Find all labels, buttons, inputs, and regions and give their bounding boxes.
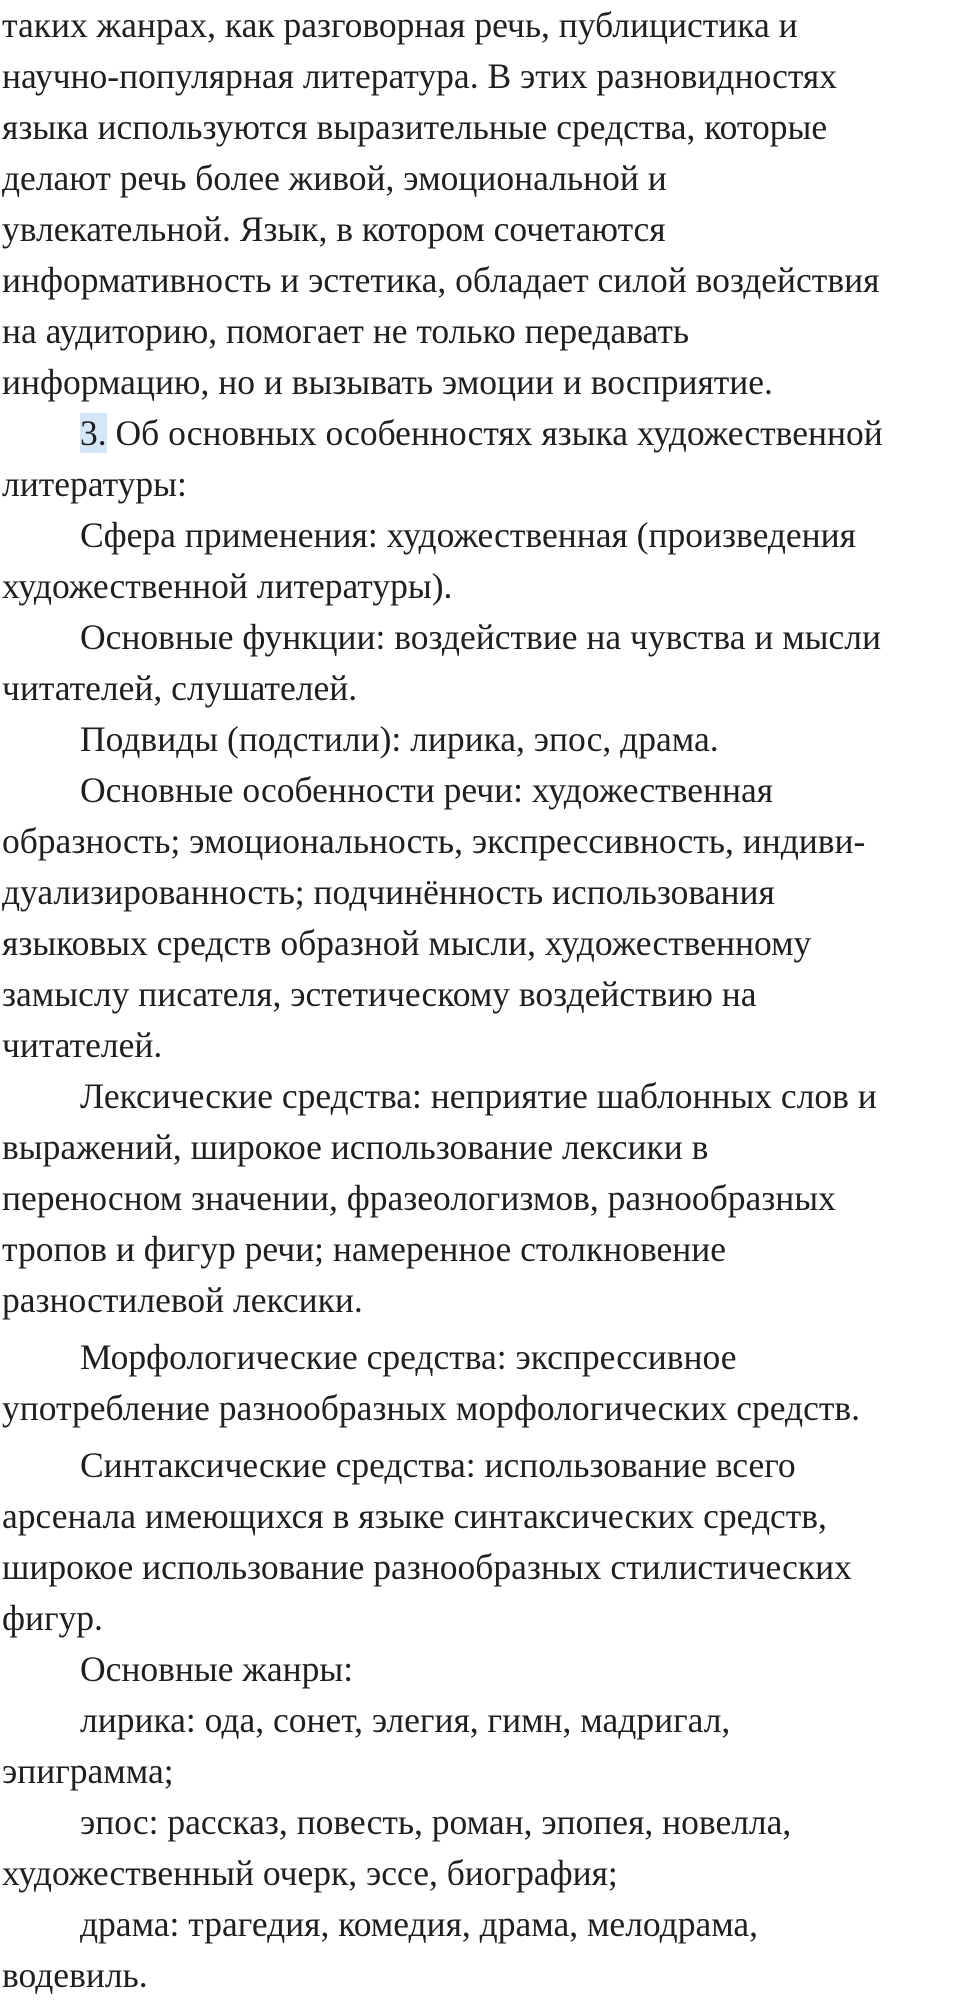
text-line: делают речь более живой, эмоциональной и: [2, 158, 667, 198]
text-line: тропов и фигур речи; намеренное столкновение: [2, 1229, 727, 1269]
text-line: арсенала имеющихся в языке синтаксических средств,: [2, 1496, 827, 1536]
item-3-title: Об основных особенностях языка художественной: [106, 413, 883, 453]
paragraph-epic: [2, 1797, 960, 1899]
text-line: художественный очерк, эссе, биография;: [2, 1853, 618, 1893]
text-line: образность; эмоциональность, экспрессивность, индиви-: [2, 821, 866, 861]
text-line: Сфера применения: художественная (произведения: [80, 515, 857, 555]
text-line: Основные жанры:: [80, 1649, 354, 1689]
text-line: читателей.: [2, 1025, 163, 1065]
text-line: научно-популярная литература. В этих разновидностях: [2, 56, 837, 96]
paragraph-speech-features: [2, 765, 960, 1071]
paragraph-syntactic: [2, 1440, 960, 1644]
text-line: замыслу писателя, эстетическому воздействию на: [2, 974, 757, 1014]
paragraph-lexical: [2, 1071, 960, 1326]
paragraph-morphological: [2, 1332, 960, 1434]
paragraph-lyrics: [2, 1695, 960, 1797]
paragraph-sphere: [2, 510, 960, 612]
item-number-highlight: 3.: [80, 413, 107, 453]
text-line: лирика: ода, сонет, элегия, гимн, мадригал,: [80, 1700, 731, 1740]
text-line: Лексические средства: неприятие шаблонных слов и: [80, 1076, 877, 1116]
paragraph-intro: [2, 0, 960, 408]
text-line: языковых средств образной мысли, художественному: [2, 923, 812, 963]
paragraph-genres-heading: [2, 1644, 960, 1695]
text-line: водевиль.: [2, 1955, 148, 1995]
paragraph-subtypes: [2, 714, 960, 765]
paragraph-functions: [2, 612, 960, 714]
text-line: дуализированность; подчинённость использования: [2, 872, 775, 912]
text-line: Основные функции: воздействие на чувства и мысли: [80, 617, 882, 657]
text-line: эпос: рассказ, повесть, роман, эпопея, новелла,: [80, 1802, 792, 1842]
text-line: таких жанрах, как разговорная речь, публицистика и: [2, 5, 798, 45]
text-line: литературы:: [2, 464, 187, 504]
text-line: Синтаксические средства: использование всего: [80, 1445, 796, 1485]
paragraph-drama: [2, 1899, 960, 2001]
text-line: широкое использование разнообразных стилистических: [2, 1547, 852, 1587]
text-line: языка используются выразительные средства, которые: [2, 107, 828, 147]
text-line: фигур.: [2, 1598, 103, 1638]
text-line: [2, 408, 960, 459]
document-page: [2, 0, 960, 2001]
text-line: на аудиторию, помогает не только передавать: [2, 311, 690, 351]
text-line: художественной литературы).: [2, 566, 453, 606]
text-line: Морфологические средства: экспрессивное: [80, 1337, 737, 1377]
text-line: читателей, слушателей.: [2, 668, 358, 708]
text-line: эпиграмма;: [2, 1751, 174, 1791]
paragraph-item-3: [2, 408, 960, 510]
text-line: увлекательной. Язык, в котором сочетаются: [2, 209, 666, 249]
text-line: употребление разнообразных морфологических средств.: [2, 1388, 861, 1428]
text-line: Подвиды (подстили): лирика, эпос, драма.: [80, 719, 719, 759]
text-line: Основные особенности речи: художественная: [80, 770, 774, 810]
text-line: выражений, широкое использование лексики в: [2, 1127, 709, 1167]
text-line: информацию, но и вызывать эмоции и восприятие.: [2, 362, 773, 402]
text-line: драма: трагедия, комедия, драма, мелодрама,: [80, 1904, 759, 1944]
text-line: информативность и эстетика, обладает силой воздействия: [2, 260, 880, 300]
text-line: переносном значении, фразеологизмов, разнообразных: [2, 1178, 836, 1218]
text-line: разностилевой лексики.: [2, 1280, 363, 1320]
